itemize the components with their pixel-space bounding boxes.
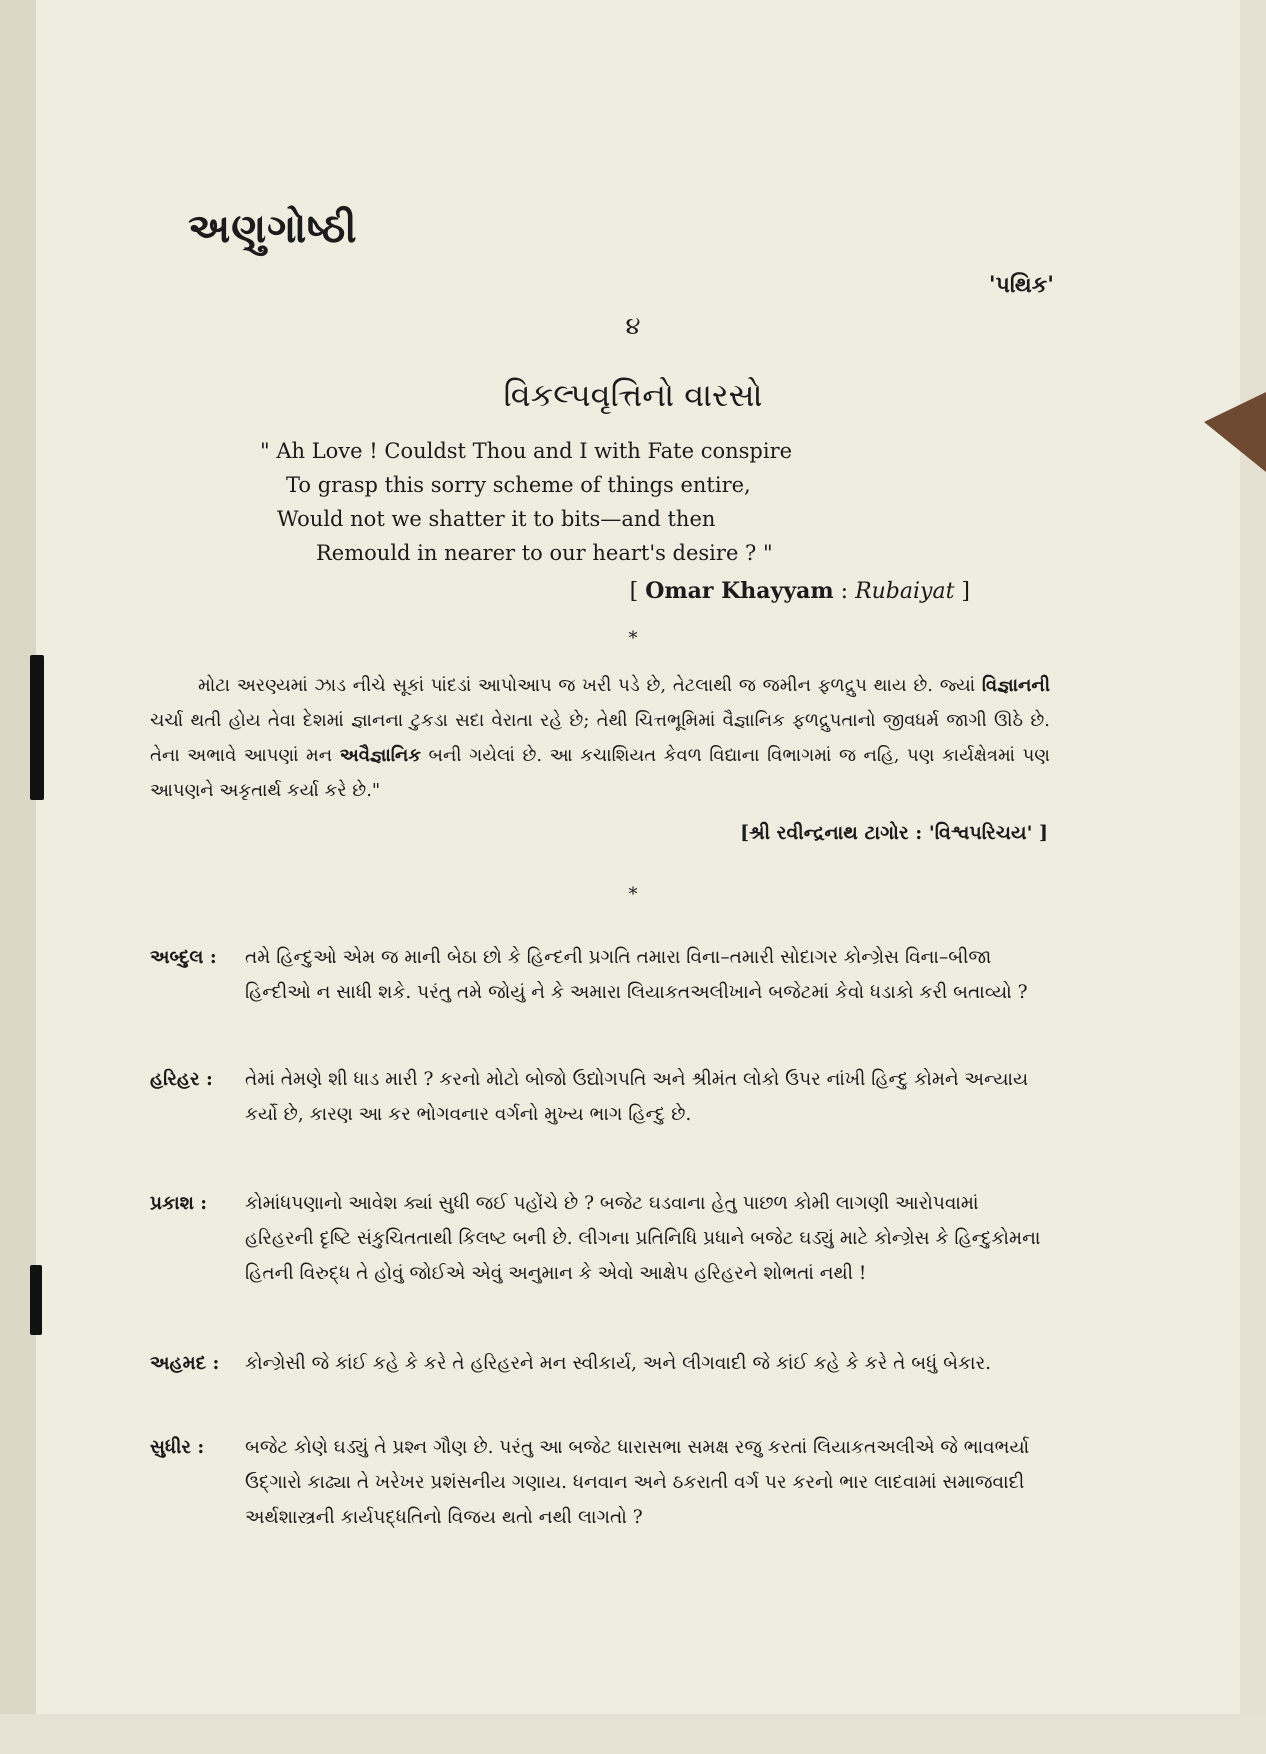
speech-text: તમે હિન્દુઓ એમ જ માની બેઠા છો કે હિન્દની પ્રગતિ તમારા વિના–તમારી સોદાગર કોન્ગ્રેસ વિના–બીજા હિન્દીઓ ન સાધી શકે. પરંતુ તમે જોયું ને કે અમારા લિયાકતઅલીખાને બજેટમાં કેવો ધડાકો કરી બતાવ્યો ? (245, 947, 1028, 1003)
poem-line: " Ah Love ! Couldst Thou and I with Fate conspire (260, 439, 793, 463)
section-heading: અણુગોષ્ઠી (188, 205, 358, 252)
author-pen-name: 'પથિક' (988, 272, 1054, 298)
separator-star: * (628, 628, 638, 649)
dialogue-entry (150, 1186, 1050, 1291)
speech-text: તેમાં તેમણે શી ધાડ મારી ? કરનો મોટો બોજો ઉદ્યોગપતિ અને શ્રીમંત લોકો ઉપર નાંખી હિન્દુ કોમને અન્યાય કર્યો છે, કારણ આ કર ભોગવનાર વર્ગનો મુખ્ય ભાગ હિન્દુ છે. (245, 1069, 1029, 1125)
speaker-name: અહમદ : (150, 1353, 220, 1374)
speaker-name: પ્રકાશ : (150, 1193, 208, 1214)
dialogue-entry (150, 1062, 1050, 1132)
epigraph-poem (0, 434, 1266, 570)
speaker-name: અબ્દુલ : (150, 947, 217, 968)
speech-text: બજેટ કોણે ઘડ્યું તે પ્રશ્ન ગૌણ છે. પરંતુ આ બજેટ ધારાસભા સમક્ષ રજુ કરતાં લિયાકતઅલીએ જે ભાવભર્યા ઉદ્‌ગારો કાઢ્યા તે ખરેખર પ્રશંસનીય ગણાય. ધનવાન અને ઠકરાતી વર્ગ પર કરનો ભાર લાદવામાં સમાજવાદી અર્થશાસ્ત્રની કાર્યપદ્ધતિનો વિજય થતો નથી લાગતો ? (245, 1437, 1030, 1528)
article-number: ૪ (625, 312, 641, 340)
poem-attribution: [ Omar Khayyam : Rubaiyat ] (629, 578, 970, 604)
article-title: વિકલ્પવૃત્તિનો વારસો (503, 376, 763, 414)
attribution-author: Omar Khayyam (645, 578, 834, 604)
dialogue-entry (150, 1430, 1050, 1535)
page-right-edge (1240, 0, 1266, 1754)
dialogue-entry (150, 1346, 1050, 1381)
page-bottom-edge (0, 1714, 1266, 1754)
dialogue-entry (150, 940, 1050, 1010)
speech-text: કોન્ગ્રેસી જે કાંઈ કહે કે કરે તે હરિહરને મન સ્વીકાર્ય, અને લીગવાદી જે કાંઈ કહે કે કરે તે બધું બેકાર. (245, 1353, 992, 1374)
page-left-edge (0, 0, 36, 1754)
separator-star: * (628, 884, 638, 905)
poem-line: Remould in nearer to our heart's desire ? " (316, 541, 773, 565)
speaker-name: હરિહર : (150, 1069, 213, 1090)
poem-line: Would not we shatter it to bits—and then (277, 507, 716, 531)
quote-attribution: [શ્રી રવીન્દ્રનાથ ટાગોર : 'વિશ્વપરિચય' ] (740, 822, 1048, 844)
quote-paragraph: મોટા અરણ્યમાં ઝાડ નીચે સૂકાં પાંદડાં આપોઆપ જ ખરી પડે છે, તેટલાથી જ જમીન ફળદ્રુપ થાય છે. જ્યાં વિજ્ઞાનની ચર્ચા થતી હોય તેવા દેશમાં જ્ઞાનના ટુકડા સદા વેરાતા રહે છે; તેથી ચિત્તભૂમિમાં વૈજ્ઞાનિક ફળદ્રુપતાનો જીવધર્મ જાગી ઊઠે છે. તેના અભાવે આપણાં મન અવૈજ્ઞાનિક બની ગયેલાં છે. આ કચાશિયત કેવળ વિદ્યાના વિભાગમાં જ નહિ, પણ કાર્યક્ષેત્રમાં પણ આપણને અકૃતાર્થ કર્યા કરે છે." (150, 675, 1050, 801)
binding-mark (30, 655, 44, 800)
binding-mark (30, 1265, 42, 1335)
speaker-name: સુધીર : (150, 1437, 205, 1458)
attribution-work: Rubaiyat (855, 579, 955, 604)
poem-line: To grasp this sorry scheme of things entire, (286, 473, 751, 497)
speech-text: કોમાંધપણાનો આવેશ ક્યાં સુધી જઈ પહોંચે છે ? બજેટ ઘડવાના હેતુ પાછળ કોમી લાગણી આરોપવામાં હરિહરની દૃષ્ટિ સંકુચિતતાથી કિલષ્ટ બની છે. લીગના પ્રતિનિધિ પ્રધાને બજેટ ઘડ્યું માટે કોન્ગ્રેસ કે હિન્દુકોમના હિતની વિરુદ્ધ તે હોવું જોઈએ એવું અનુમાન કે એવો આક્ષેપ હરિહરને શોભતાં નથી ! (245, 1193, 1041, 1284)
